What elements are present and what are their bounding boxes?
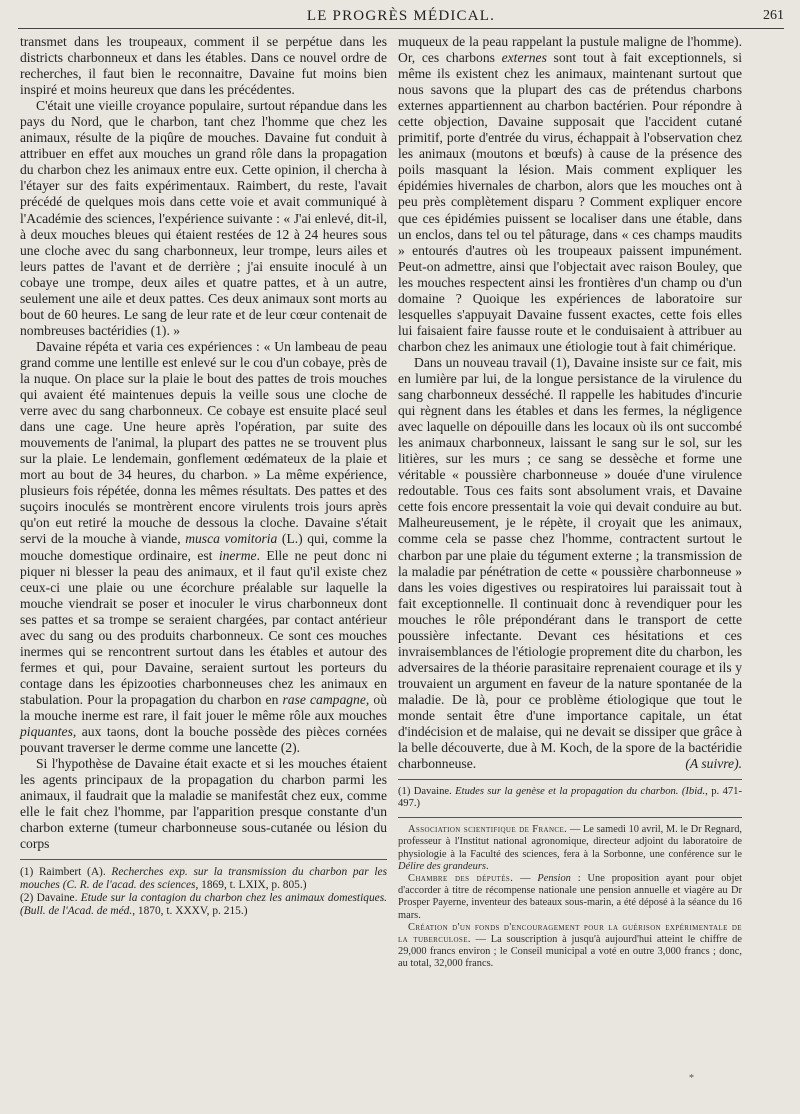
news-heading: Création d'un fonds d'encouragement pour la guérison expérimentale de la tuberculose. [398,921,742,945]
italic-text: inerme [218,547,257,563]
text-run: , où la mouche inerme est rare, il fait jouer le même rôle aux mouches [20,691,387,723]
text-run: , aux taons, dont la bouche possède des pièces cornées pouvant traverser le derme comme une lancette (2). [20,724,387,756]
text-run: (L.) qui, comme la mouche domestique ordinaire, est [20,531,387,563]
text-run: Davaine répéta et varia ces expériences : « Un lambeau de peau grand comme une lentille est enlevé sur le cou d'un cobaye, près de la nuque. On place sur la plaie le bout des pattes de trois mouches qui avaient été maintenues depuis la veille sous une cloche de verre avec du sang charbonneux. Ce cobaye est ensuite placé seul dans une cage. Une heure après l'opération, par suite des mouvements de l'animal, la plupart des pattes ne se trouvent plus sur la plaie. Le lendemain, gonflement œdémateux de la plaie et mort au bout de 34 heures, du charbon. » La même expérience, plusieurs fois répétée, donna les mêmes résultats. Des pattes et des suçoirs inoculés se montrèrent encore virulents trois jours après qu'on eut retiré la mouche de dessous la cloche. Davaine s'était servi de la mouche à viande, [20,338,387,547]
italic-text: Etude sur la contagion du charbon chez les animaux domestiques. (Bull. de l'Acad. de méd. [20,892,387,918]
text-run: : Une proposition ayant pour objet d'accorder à titre de récompense nationale une pension annuelle et viagère au Dr Prosper Payerne, inventeur des bateaux sous-marin, a été déposé à la séance du 16 mars. [398,872,742,921]
text-run: muqueux de la peau rappelant la pustule maligne de l'homme). Or, ces charbons [398,34,742,66]
text-run: (1) Davaine. [398,786,456,798]
italic-text: Etudes sur la genèse et la propagation du charbon. (Ibid. [455,786,706,798]
paragraph [398,34,742,355]
ornament: * [689,1073,694,1084]
text-run: sont tout à fait exceptionnels, si même ils existent chez les animaux, maintenant surtout que nous savons que la plupart des cas de prétendus charbons externes appartiennent au charbon bactérien. Pour répondre à cette objection, Davaine supposait que l'accident cutané primitif, porte d'entrée du virus, échappait à l'observation chez les animaux (moutons et bœufs) à cause de la présence des poils masquant la lésion. Mais comment expliquer les épidémies hivernales de charbon, alors que les mouches ont à peu près complètement disparu ? Comment expliquer encore que ces épidémies puissent se localiser dans une étable, dans un enclos, dans tel ou tel pâturage, dans « ces champs maudits » entourés d'autres où les troupeaux paissent impunément. Peut-on admettre, ainsi que l'objectait avec raison Bouley, que les mouches respectent ainsi les frontières d'un champ ou d'un domaine ? Quoique les expériences de laboratoire sur lesquelles s'appuyait Davaine fussent exactes, cette fois elles lui faisaient faire fausse route et le conduisaient à attribuer au charbon chez les animaux une étiologie tout à fait chimérique. [398,50,742,354]
news-item [398,922,742,971]
paragraph [20,339,387,756]
italic-text: piquantes [20,724,73,740]
footnote [20,866,387,892]
italic-text: Recherches exp. sur la transmission du charbon par les mouches (C. R. de l'acad. des sciences [20,866,388,892]
news-item [398,824,742,873]
footnote-divider [20,859,387,860]
to-be-continued: (A suivre). [685,756,742,772]
left-column [20,34,387,918]
paragraph: transmet dans les troupeaux, comment il se perpétue dans les districts charbonneux et dans les étables. Dans ce nouvel ordre de recherches, il faut bien le reconnaitre, Davaine fut moins bien inspiré et moins heureux que dans les précédentes. [20,34,387,98]
paragraph: Si l'hypothèse de Davaine était exacte et si les mouches étaient les agents principaux de la propagation du charbon parmi les animaux, il faudrait que la maladie se manifestât chez eux, comme elle le fait chez l'homme, par l'apparition presque constante d'un charbon externe (tumeur charbonneuse sous-cutanée ou lésion du corps [20,756,387,852]
journal-title: LE PROGRÈS MÉDICAL. [306,8,496,24]
news-item [398,873,742,922]
italic-text: Délire des grandeurs [398,860,486,872]
italic-text: externes [501,50,547,66]
paragraph [398,355,742,772]
text-run: — La souscription à jusqu'à aujourd'hui atteint le chiffre de 29,000 francs environ ; le Conseil municipal a voté en outre 3,000 francs ; donc, au total, 32,000 francs. [398,933,742,970]
italic-text: rase campagne [282,691,366,707]
text-run: Dans un nouveau travail (1), Davaine insiste sur ce fait, mis en lumière par lui, de la longue persistance de la virulence du sang charbonneux desséché. Il rappelle les habitudes d'incurie qui règnent dans les étables et dans les fermes, la négligence avec laquelle on dépouille dans les locaux où ils ont succombé les animaux charbonneux, laissant le sang sur le sol, sur les litières, sur les murs ; ce sang se dessèche et forme une véritable « poussière charbonneuse » douée d'une virulence redoutable. Tous ces faits sont absolument vrais, et Davaine cette fois encore pressentait la voie qui devait conduire au but. Malheureusement, je le répète, il croyait que les animaux, comme cela se passe chez l'homme, contractent surtout le charbon par une plaie du tégument externe ; la transmission de la maladie par pénétration de cette « poussière charbonneuse » dans les voies digestives ou respiratoires lui paraissait tout à fait exceptionnelle. Il continuait donc à revendiquer pour les mouches le rôle prépondérant dans le transport de cette poussière infectante. Devant ces hésitations et ces invraisemblances de l'étiologie proprement dite du charbon, les adversaires de la théorie parasitaire reprenaient courage et ils y trouvaient un argument en faveur de la nature spontanée de la maladie. De là, pour ce problème étiologique que tout le monde sentait être d'une importance capitale, un état d'indécision et de malaise, qui ne devait se dissiper que grâce à la belle découverte, due à M. Koch, de la spore de la bactéridie charbonneuse. [398,354,742,772]
footnote-divider [398,779,742,780]
text-run: — Le samedi 10 avril, M. le Dr Regnard, professeur à l'Institut national agronomique, directeur adjoint du laboratoire de physiologie à la Faculté des sciences, fera à la Sorbonne, une conférence sur le [398,824,742,860]
text-run: . [485,860,489,872]
text-run: — [513,872,538,884]
news-heading: Association scientifique de France. [408,824,568,836]
text-run: (1) Raimbert (A). [20,866,112,879]
news-heading: Chambre des députés. [408,872,514,884]
italic-text: musca vomitoria [185,531,278,547]
text-run: (2) Davaine. [20,892,81,905]
paragraph: C'était une vieille croyance populaire, surtout répandue dans les pays du Nord, que le charbon, tant chez l'homme que chez les animaux, résulte de la piqûre de mouches. Davaine fut conduit à attribuer en effet aux mouches un grand rôle dans la propagation du charbon chez les animaux entre eux. Cette opinion, il chercha à l'étayer sur des faits expérimentaux. Raimbert, du reste, l'avait précédé de quelques mois dans cette voie et avait communiqué à l'Académie des sciences, l'expérience suivante : « J'ai enlevé, dit-il, à deux mouches bleues qui étaient restées de 12 à 24 heures sous une cloche avec du sang charbonneux, leur trompe, leurs ailes et leurs pattes de l'avant et de derrière ; j'ai ensuite inoculé à un cobaye une trompe, deux ailes et quatre pattes, et à un autre, seulement une aile et deux pattes. Ces deux animaux sont morts au bout de 60 heures. Le sang de leur rate et de leur cœur contenait de nombreuses bactéridies (1). » [20,98,387,338]
text-run: , 1869, t. LXIX, p. 805.) [195,879,307,892]
news-divider [398,817,742,818]
running-head [18,6,784,29]
footnote [20,892,387,918]
page-number: 261 [763,8,784,23]
footnote [398,786,742,810]
text-run: . Elle ne peut donc ni piquer ni blesser la peau des animaux, et il faut qu'il existe chez ceux-ci une plaie ou une écorchure préalable sur laquelle la mouche viendrait se poser et inoculer le virus charbonneux dont ses pattes et sa trompe se seraient chargées, par contact antérieur avec du sang ou des produits charbonneux. Ce sont ces mouches inermes qui se rencontrent surtout dans les étables et autour des fermes et qui, pour Davaine, seraient surtout les porteurs du contage dans les épizooties charbonneuses chez les animaux en stabulation. Pour la propagation du charbon en [20,547,387,707]
text-run: , 1870, t. XXXV, p. 215.) [132,905,248,918]
right-column [398,34,742,971]
text-run: , p. 471-497.) [398,786,742,810]
italic-text: Pension [537,872,571,884]
